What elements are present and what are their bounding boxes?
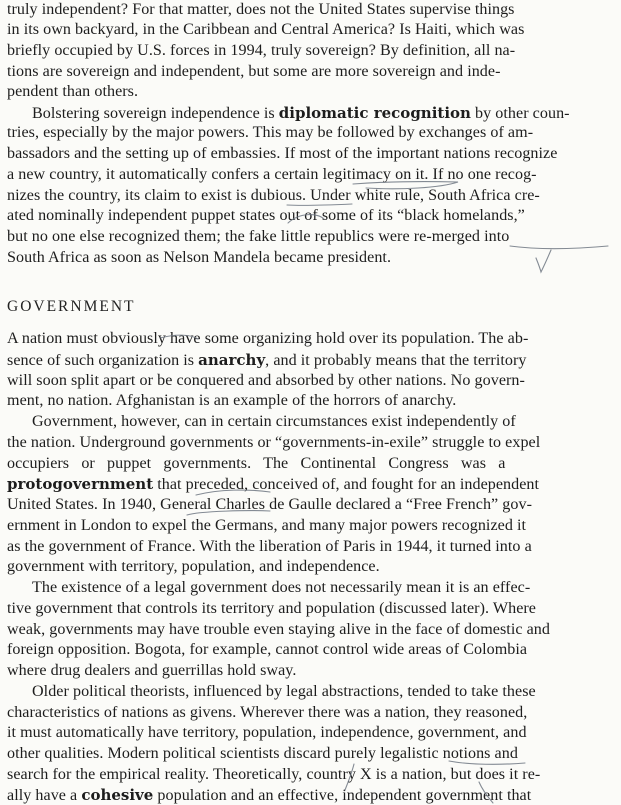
text-line: occupiers or puppet governments. The Continental Congress was a [7, 455, 506, 472]
text-line: pendent than others. [7, 83, 139, 100]
text-line: foreign opposition. Bogota, for example, cannot control wide areas of Colombia [7, 641, 528, 658]
text-line: sence of such organization is anarchy, and it probably means that the territory [7, 351, 527, 369]
check-mark [536, 250, 551, 272]
text-line: characteristics of nations as givens. Wherever there was a nation, they reasoned, [7, 704, 528, 721]
text-line: in its own backyard, in the Caribbean and Central America? Is Haiti, which was [7, 21, 525, 38]
text-line: tions are sovereign and independent, but some are more sovereign and inde- [7, 63, 501, 80]
text-line: Bolstering sovereign independence is diplomatic recognition by other coun- [32, 104, 570, 122]
text-line: bassadors and the setting up of embassies. If most of the important nations recognize [7, 145, 558, 162]
text-line: where drug dealers and guerrillas hold sway. [7, 662, 297, 679]
key-term-anarchy: anarchy [198, 351, 266, 369]
text-line: tive government that controls its territory and population (discussed later). Where [7, 600, 536, 617]
section-heading: GOVERNMENT [7, 298, 136, 315]
text-line: truly independent? For that matter, does not the United States supervise things [7, 1, 515, 18]
text-line: will soon split apart or be conquered and absorbed by other nations. No govern- [7, 372, 525, 389]
text-line: other qualities. Modern political scientists discard purely legalistic notions and [7, 745, 518, 762]
text-line: ernment in London to expel the Germans, and many major powers recognized it [7, 517, 527, 534]
text-line: United States. In 1940, General Charles de Gaulle declared a “Free French” gov- [7, 496, 533, 513]
text-line: government with territory, population, and independence. [7, 558, 380, 575]
text-line: but no one else recognized them; the fake little republics were re-merged into [7, 228, 510, 245]
text-line: ally have a cohesive population and an effective, independent government that [7, 786, 532, 804]
text-line: South Africa as soon as Nelson Mandela became president. [7, 249, 392, 266]
key-term-protogovernment: protogovernment [7, 475, 154, 493]
key-term-diplomatic-recognition: diplomatic recognition [278, 104, 471, 122]
text-line: briefly occupied by U.S. forces in 1994, truly sovereign? By definition, all na- [7, 42, 516, 59]
text-line: tries, especially by the major powers. This may be followed by exchanges of am- [7, 124, 534, 141]
text-line: weak, governments may have trouble even staying alive in the face of domestic and [7, 621, 551, 638]
text-line: A nation must obviously have some organizing hold over its population. The ab- [7, 330, 529, 347]
text-line: the nation. Underground governments or “governments-in-exile” struggle to expel [7, 434, 541, 451]
key-term-cohesive: cohesive [81, 786, 154, 804]
text-line: it must automatically have territory, population, independence, government, and [7, 724, 527, 741]
text-line: search for the empirical reality. Theoretically, country X is a nation, but does it re- [7, 766, 541, 783]
text-line: Government, however, can in certain circumstances exist independently of [32, 413, 516, 430]
text-line: ment, no nation. Afghanistan is an example of the horrors of anarchy. [7, 392, 457, 409]
text-line: protogovernment that preceded, conceived of, and fought for an independent [7, 475, 540, 493]
text-line: ated nominally independent puppet states out of some of its “black homelands,” [7, 207, 525, 224]
text-line: Older political theorists, influenced by legal abstractions, tended to take these [32, 683, 536, 700]
text-line: nizes the country, its claim to exist is dubious. Under white rule, South Africa cre- [7, 187, 540, 204]
underline-mark [510, 246, 608, 249]
text-line: The existence of a legal government does not necessarily mean it is an effec- [32, 579, 531, 596]
text-line: a new country, it automatically confers a certain legitimacy on it. If no one recog- [7, 166, 537, 183]
text-line: as the government of France. With the liberation of Paris in 1944, it turned into a [7, 538, 532, 555]
